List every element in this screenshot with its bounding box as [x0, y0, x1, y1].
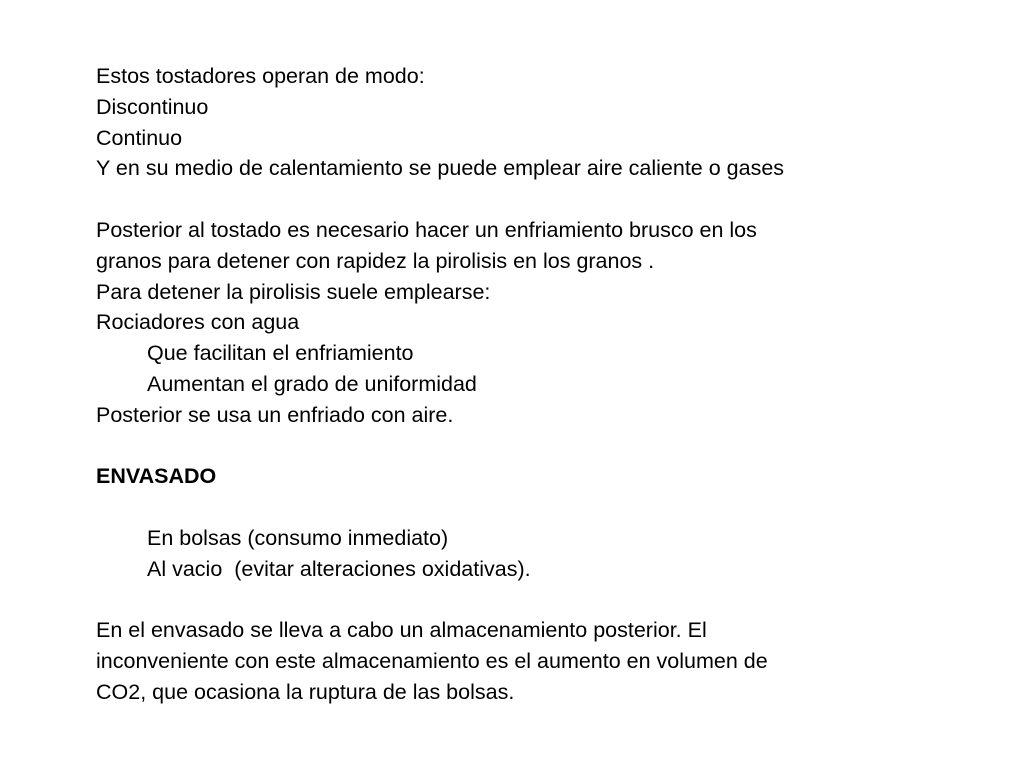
mode-continuous: Continuo	[96, 125, 183, 150]
spacer	[96, 492, 996, 523]
storage-paragraph-line-1: En el envasado se lleva a cabo un almacenamiento posterior. El	[96, 618, 707, 643]
packaging-title: ENVASADO	[96, 464, 217, 489]
cooling-benefit-2: Aumentan el grado de uniformidad	[147, 371, 477, 396]
spacer	[96, 585, 996, 616]
packaging-option-1: En bolsas (consumo inmediato)	[147, 525, 449, 550]
slide-content	[96, 61, 996, 708]
spacer	[96, 184, 996, 215]
cooling-benefit-1: Que facilitan el enfriamiento	[147, 341, 414, 366]
spacer	[96, 431, 996, 462]
cooling-paragraph-line-1: Posterior al tostado es necesario hacer un enfriamiento brusco en los	[96, 217, 757, 242]
heating-medium: Y en su medio de calentamiento se puede emplear aire caliente o gases	[96, 156, 785, 181]
cooling-paragraph-line-2: granos para detener con rapidez la pirolisis en los granos .	[96, 248, 655, 273]
cooling-method: Rociadores con agua	[96, 310, 300, 335]
cooling-after: Posterior se usa un enfriado con aire.	[96, 402, 454, 427]
mode-discontinuous: Discontinuo	[96, 94, 209, 119]
storage-paragraph-line-2: inconveniente con este almacenamiento es el aumento en volumen de	[96, 649, 768, 674]
intro-heading: Estos tostadores operan de modo:	[96, 64, 425, 88]
cooling-method-intro: Para detener la pirolisis suele emplearse:	[96, 279, 491, 304]
packaging-option-2: Al vacio (evitar alteraciones oxidativas).	[147, 556, 531, 581]
storage-paragraph-line-3: CO2, que ocasiona la ruptura de las bolsas.	[96, 679, 515, 704]
